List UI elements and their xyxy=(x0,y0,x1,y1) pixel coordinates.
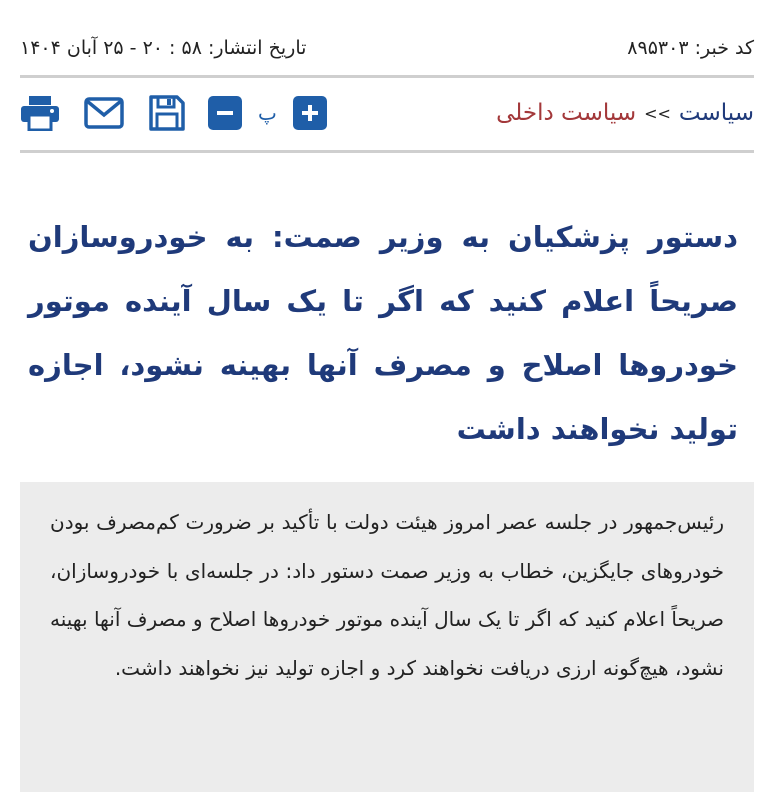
publish-date-label: تاریخ انتشار: xyxy=(207,37,307,59)
print-icon xyxy=(20,95,60,131)
toolbar xyxy=(20,94,327,132)
print-button[interactable] xyxy=(20,95,60,131)
plus-icon xyxy=(300,103,320,123)
nav-row xyxy=(20,85,754,141)
meta-row xyxy=(20,30,754,66)
email-icon xyxy=(84,97,124,129)
save-icon xyxy=(148,94,186,132)
breadcrumb-subsection[interactable]: سیاست داخلی xyxy=(496,100,637,126)
lead-box xyxy=(20,482,754,792)
font-size-letter: پ xyxy=(258,101,277,125)
decrease-font-button[interactable] xyxy=(208,96,242,130)
article-headline: دستور پزشکیان به وزیر صمت: به خودروسازان صریحاً اعلام کنید که اگر تا یک سال آینده موتور خودروها اصلاح و مصرف آنها بهینه نشود، اجازه تولید نخواهند داشت xyxy=(28,220,738,446)
breadcrumb-section[interactable]: سیاست xyxy=(678,100,754,126)
breadcrumb-separator: >> xyxy=(644,103,671,123)
breadcrumb xyxy=(496,100,754,126)
increase-font-button[interactable] xyxy=(293,96,327,130)
publish-date xyxy=(20,37,306,59)
news-id-value: ۸۹۵۳۰۳ xyxy=(627,37,689,59)
minus-icon xyxy=(215,103,235,123)
top-divider xyxy=(20,75,754,78)
email-button[interactable] xyxy=(84,97,124,129)
news-id-label: کد خبر: xyxy=(694,37,754,59)
news-id xyxy=(627,37,754,59)
save-button[interactable] xyxy=(148,94,186,132)
nav-divider xyxy=(20,150,754,153)
article-lead: رئیس‌جمهور در جلسه عصر امروز هیئت دولت با تأکید بر ضرورت کم‌مصرف بودن خودروهای جایگزین، خطاب به وزیر صمت دستور داد: در جلسه‌ای با خودروسازان، صریحاً اعلام کنید که اگر تا یک سال آینده موتور خودروها اصلاح و مصرف آنها بهینه نشود، هیچ‌گونه ارزی دریافت نخواهند کرد و اجازه تولید نیز نخواهند داشت. xyxy=(50,510,724,680)
publish-date-value: ۵۸ : ۲۰ - ۲۵ آبان ۱۴۰۴ xyxy=(20,37,202,59)
